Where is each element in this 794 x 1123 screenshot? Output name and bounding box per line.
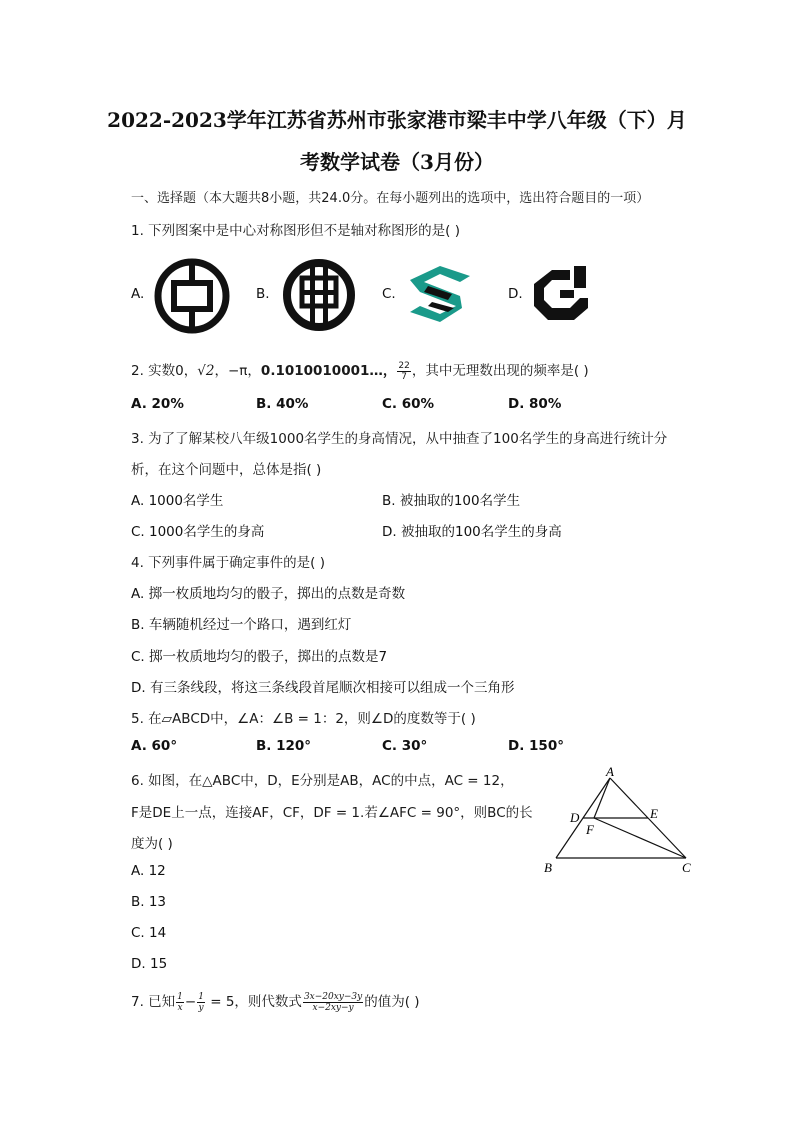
q7-minus: − — [184, 994, 197, 1010]
question-3-stem-line-2: 析，在这个问题中，总体是指( ) — [131, 462, 322, 478]
question-3-stem-line-1: 3. 为了了解某校八年级1000名学生的身高情况，从中抽查了100名学生的身高进行统计分 — [131, 431, 668, 447]
q5-option-d: D. 150° — [508, 738, 564, 754]
bank-of-china-logo-icon — [280, 256, 358, 334]
q7-f3-num: 3x−20xy−3y — [303, 991, 363, 1002]
q6-option-c: C. 14 — [131, 925, 167, 941]
c-bank-logo-icon — [530, 262, 594, 326]
triangle-figure — [540, 764, 700, 880]
q1-option-b-label: B. — [256, 286, 270, 302]
label-c: C — [682, 860, 691, 875]
question-4-stem: 4. 下列事件属于确定事件的是( ) — [131, 555, 325, 571]
q5-option-a: A. 60° — [131, 738, 178, 754]
q3-option-c: C. 1000名学生的身高 — [131, 524, 265, 540]
label-b: B — [544, 860, 552, 875]
q2-frac-num: 22 — [398, 360, 410, 371]
label-f: F — [586, 822, 594, 837]
question-7-stem — [131, 990, 420, 1013]
q7-fraction-3 — [303, 992, 363, 1013]
q7-suffix: 的值为( ) — [364, 994, 420, 1010]
q6-option-b: B. 13 — [131, 894, 167, 910]
q5-option-b: B. 120° — [256, 738, 312, 754]
q2-sqrt2: √2 — [197, 363, 215, 379]
q5-option-c: C. 30° — [382, 738, 428, 754]
s-bank-logo-icon — [402, 262, 480, 326]
q1-option-d-label: D. — [508, 286, 523, 302]
q7-fraction-1 — [176, 992, 184, 1013]
q7-f2-num: 1 — [198, 991, 204, 1002]
paper-title-line-1: 2022-2023学年江苏省苏州市张家港市梁丰中学八年级（下）月 — [107, 108, 687, 132]
q4-option-c: C. 掷一枚质地均匀的骰子，掷出的点数是7 — [131, 649, 388, 665]
q7-f1-num: 1 — [177, 991, 183, 1002]
q7-f3-den: x−2xy−y — [312, 1002, 354, 1013]
question-6-stem-line-2: F是DE上一点，连接AF，CF，DF = 1.若∠AFC = 90°，则BC的长 — [131, 805, 533, 821]
q4-option-d: D. 有三条线段，将这三条线段首尾顺次相接可以组成一个三角形 — [131, 680, 515, 696]
q2-option-b: B. 40% — [256, 396, 309, 412]
q2-prefix: 2. 实数0， — [131, 363, 198, 379]
q2-option-c: C. 60% — [382, 396, 435, 412]
q2-fraction — [397, 361, 410, 382]
q6-option-d: D. 15 — [131, 956, 168, 972]
question-5-stem: 5. 在▱ABCD中，∠A：∠B = 1：2，则∠D的度数等于( ) — [131, 711, 476, 727]
label-e: E — [650, 806, 658, 821]
question-6-stem-line-1: 6. 如图，在△ABC中，D，E分别是AB，AC的中点，AC = 12， — [131, 773, 514, 789]
section-heading: 一、选择题（本大题共8小题，共24.0分。在每小题列出的选项中，选出符合题目的一项） — [131, 191, 650, 206]
q7-f2-den: y — [198, 1002, 204, 1013]
q4-option-b: B. 车辆随机经过一个路口，遇到红灯 — [131, 617, 352, 633]
q7-prefix: 7. 已知 — [131, 994, 176, 1010]
q1-option-a-label: A. — [131, 286, 145, 302]
q2-suffix: ，其中无理数出现的频率是( ) — [411, 363, 589, 379]
question-2-stem — [131, 359, 589, 382]
q4-option-a: A. 掷一枚质地均匀的骰子，掷出的点数是奇数 — [131, 586, 406, 602]
paper-title-line-2: 考数学试卷（3月份） — [300, 150, 494, 174]
coin-logo-icon — [152, 256, 232, 336]
q3-option-d: D. 被抽取的100名学生的身高 — [382, 524, 562, 540]
q3-option-b: B. 被抽取的100名学生 — [382, 493, 521, 509]
q2-neg-pi: ，−π， — [214, 363, 261, 379]
q3-option-a: A. 1000名学生 — [131, 493, 224, 509]
q2-option-d: D. 80% — [508, 396, 562, 412]
question-6-stem-line-3: 度为( ) — [131, 836, 173, 852]
q1-option-c-label: C. — [382, 286, 396, 302]
q7-f1-den: x — [177, 1002, 183, 1013]
label-d: D — [570, 810, 580, 825]
q2-decimal: 0.1010010001…， — [260, 363, 397, 379]
label-a: A — [606, 764, 614, 779]
q7-fraction-2 — [197, 992, 205, 1013]
q6-option-a: A. 12 — [131, 863, 166, 879]
q2-frac-den: 7 — [401, 371, 407, 382]
question-1-stem: 1. 下列图案中是中心对称图形但不是轴对称图形的是( ) — [131, 223, 460, 239]
q2-option-a: A. 20% — [131, 396, 184, 412]
q7-mid: = 5，则代数式 — [205, 994, 302, 1010]
